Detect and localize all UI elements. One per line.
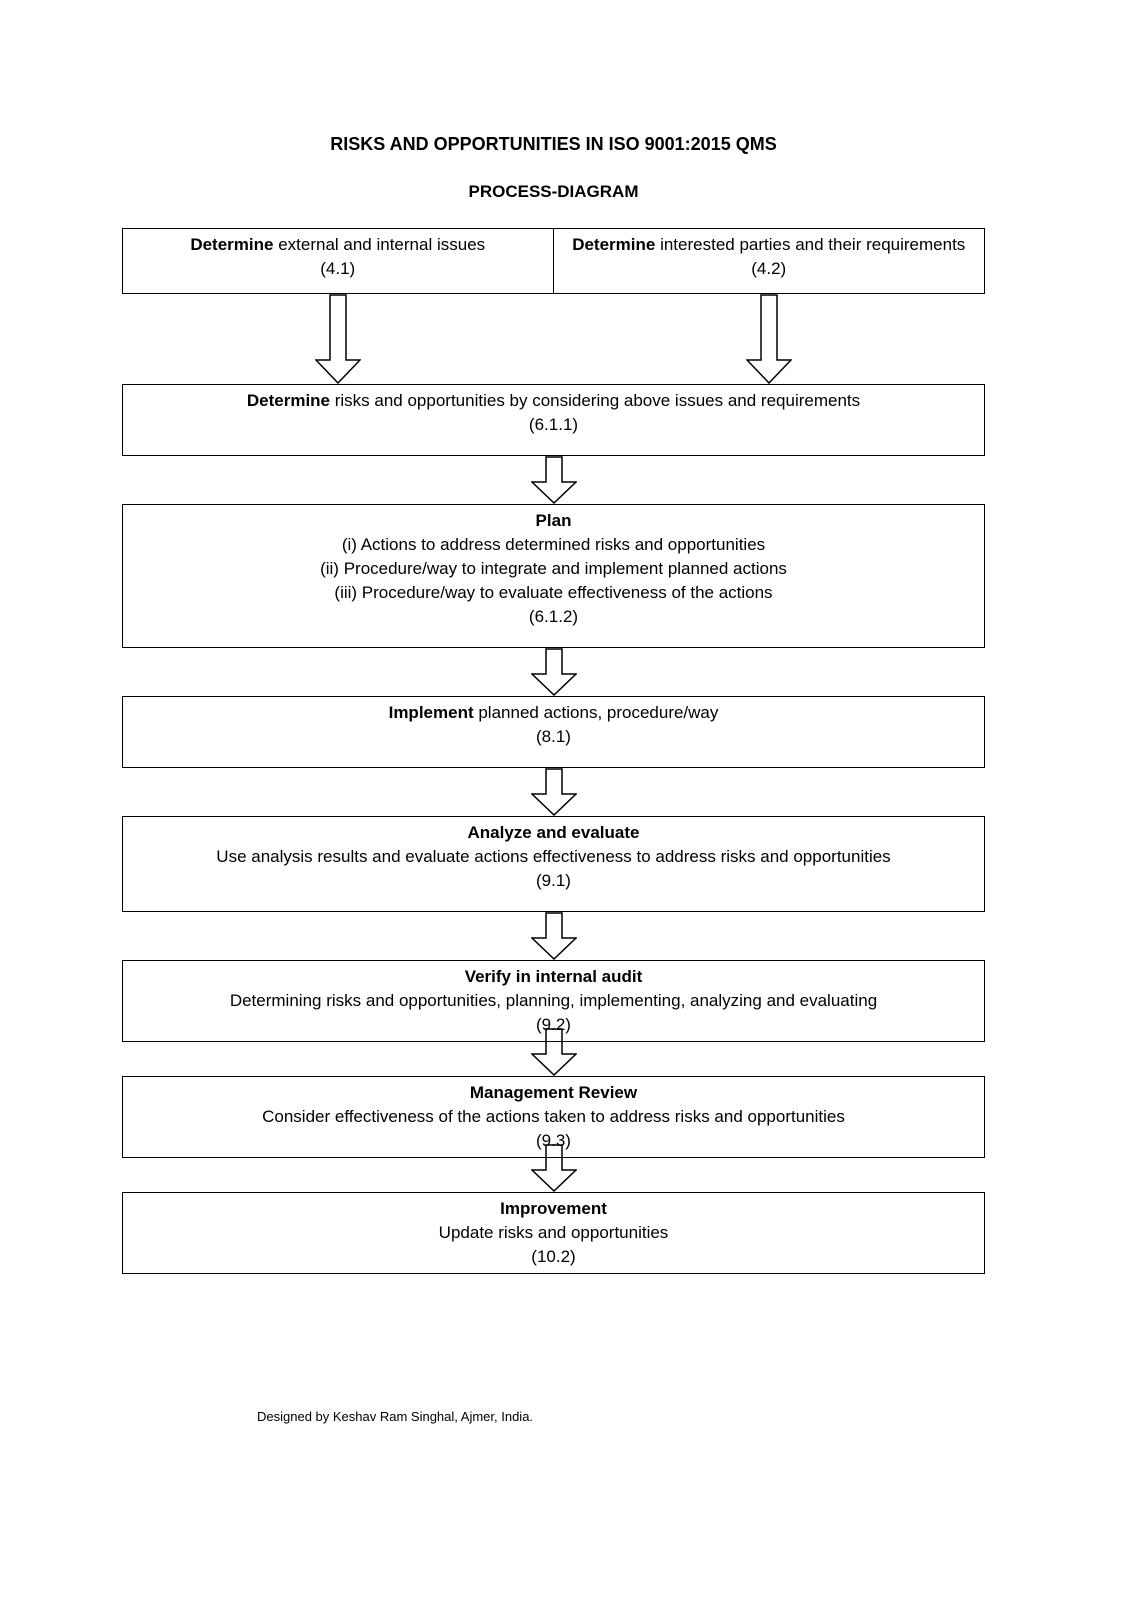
clause-label: (6.1.2) bbox=[528, 607, 579, 626]
box-implement bbox=[122, 696, 985, 768]
box-line: (ii) Procedure/way to integrate and implement planned actions bbox=[320, 559, 787, 578]
box-line: Determining risks and opportunities, planning, implementing, analyzing and evaluating bbox=[229, 991, 878, 1010]
footer-credit: Designed by Keshav Ram Singhal, Ajmer, India. bbox=[257, 1409, 534, 1424]
clause-label: (9.3) bbox=[536, 1131, 571, 1150]
down-arrow-icon bbox=[531, 768, 577, 816]
box-line: Use analysis results and evaluate actions effectiveness to address risks and opportunities bbox=[216, 847, 891, 866]
box-rest-text: planned actions, procedure/way bbox=[473, 703, 719, 722]
top-row bbox=[122, 228, 985, 294]
arrow-row bbox=[122, 294, 985, 384]
box-title: Verify in internal audit bbox=[464, 967, 643, 986]
down-arrow-icon bbox=[746, 294, 792, 384]
box-management-review bbox=[122, 1076, 985, 1158]
clause-label: (9.1) bbox=[536, 871, 571, 890]
box-bold-text: Determine bbox=[572, 235, 656, 254]
box-improvement bbox=[122, 1192, 985, 1274]
box-line: Consider effectiveness of the actions taken to address risks and opportunities bbox=[262, 1107, 845, 1126]
box-title: Improvement bbox=[500, 1199, 607, 1218]
box-text bbox=[137, 233, 539, 257]
box-title: Analyze and evaluate bbox=[467, 823, 640, 842]
down-arrow-icon bbox=[531, 648, 577, 696]
box-line: (i) Actions to address determined risks and opportunities bbox=[341, 535, 766, 554]
box-rest-text: interested parties and their requirements bbox=[655, 235, 966, 254]
down-arrow-icon bbox=[531, 912, 577, 960]
box-determine-issues bbox=[123, 229, 554, 293]
box-title: Plan bbox=[535, 511, 572, 530]
box-title: Management Review bbox=[469, 1083, 638, 1102]
page-subtitle: PROCESS-DIAGRAM bbox=[468, 182, 639, 201]
down-arrow-icon bbox=[531, 456, 577, 504]
box-analyze-evaluate bbox=[122, 816, 985, 912]
arrow-row bbox=[122, 648, 985, 696]
box-text bbox=[137, 389, 970, 413]
clause-label: (4.2) bbox=[751, 259, 787, 278]
box-determine-interested-parties bbox=[554, 229, 985, 293]
box-verify-internal-audit bbox=[122, 960, 985, 1042]
box-text bbox=[568, 233, 971, 257]
clause-label: (10.2) bbox=[531, 1247, 576, 1266]
clause-label: (4.1) bbox=[320, 259, 356, 278]
arrow-row bbox=[122, 912, 985, 960]
box-plan bbox=[122, 504, 985, 648]
box-bold-text: Determine bbox=[246, 391, 330, 410]
page-title: RISKS AND OPPORTUNITIES IN ISO 9001:2015 QMS bbox=[330, 134, 777, 154]
box-text bbox=[137, 701, 970, 725]
clause-label: (9.2) bbox=[536, 1015, 571, 1034]
box-rest-text: external and internal issues bbox=[273, 235, 486, 254]
box-line: Update risks and opportunities bbox=[438, 1223, 669, 1242]
box-bold-text: Implement bbox=[388, 703, 474, 722]
clause-label: (6.1.1) bbox=[528, 415, 579, 434]
arrow-row bbox=[122, 456, 985, 504]
arrow-row bbox=[122, 768, 985, 816]
down-arrow-icon bbox=[315, 294, 361, 384]
box-line: (iii) Procedure/way to evaluate effectiveness of the actions bbox=[334, 583, 773, 602]
box-bold-text: Determine bbox=[190, 235, 274, 254]
clause-label: (8.1) bbox=[536, 727, 571, 746]
box-rest-text: risks and opportunities by considering above issues and requirements bbox=[330, 391, 861, 410]
box-determine-risks-opportunities bbox=[122, 384, 985, 456]
